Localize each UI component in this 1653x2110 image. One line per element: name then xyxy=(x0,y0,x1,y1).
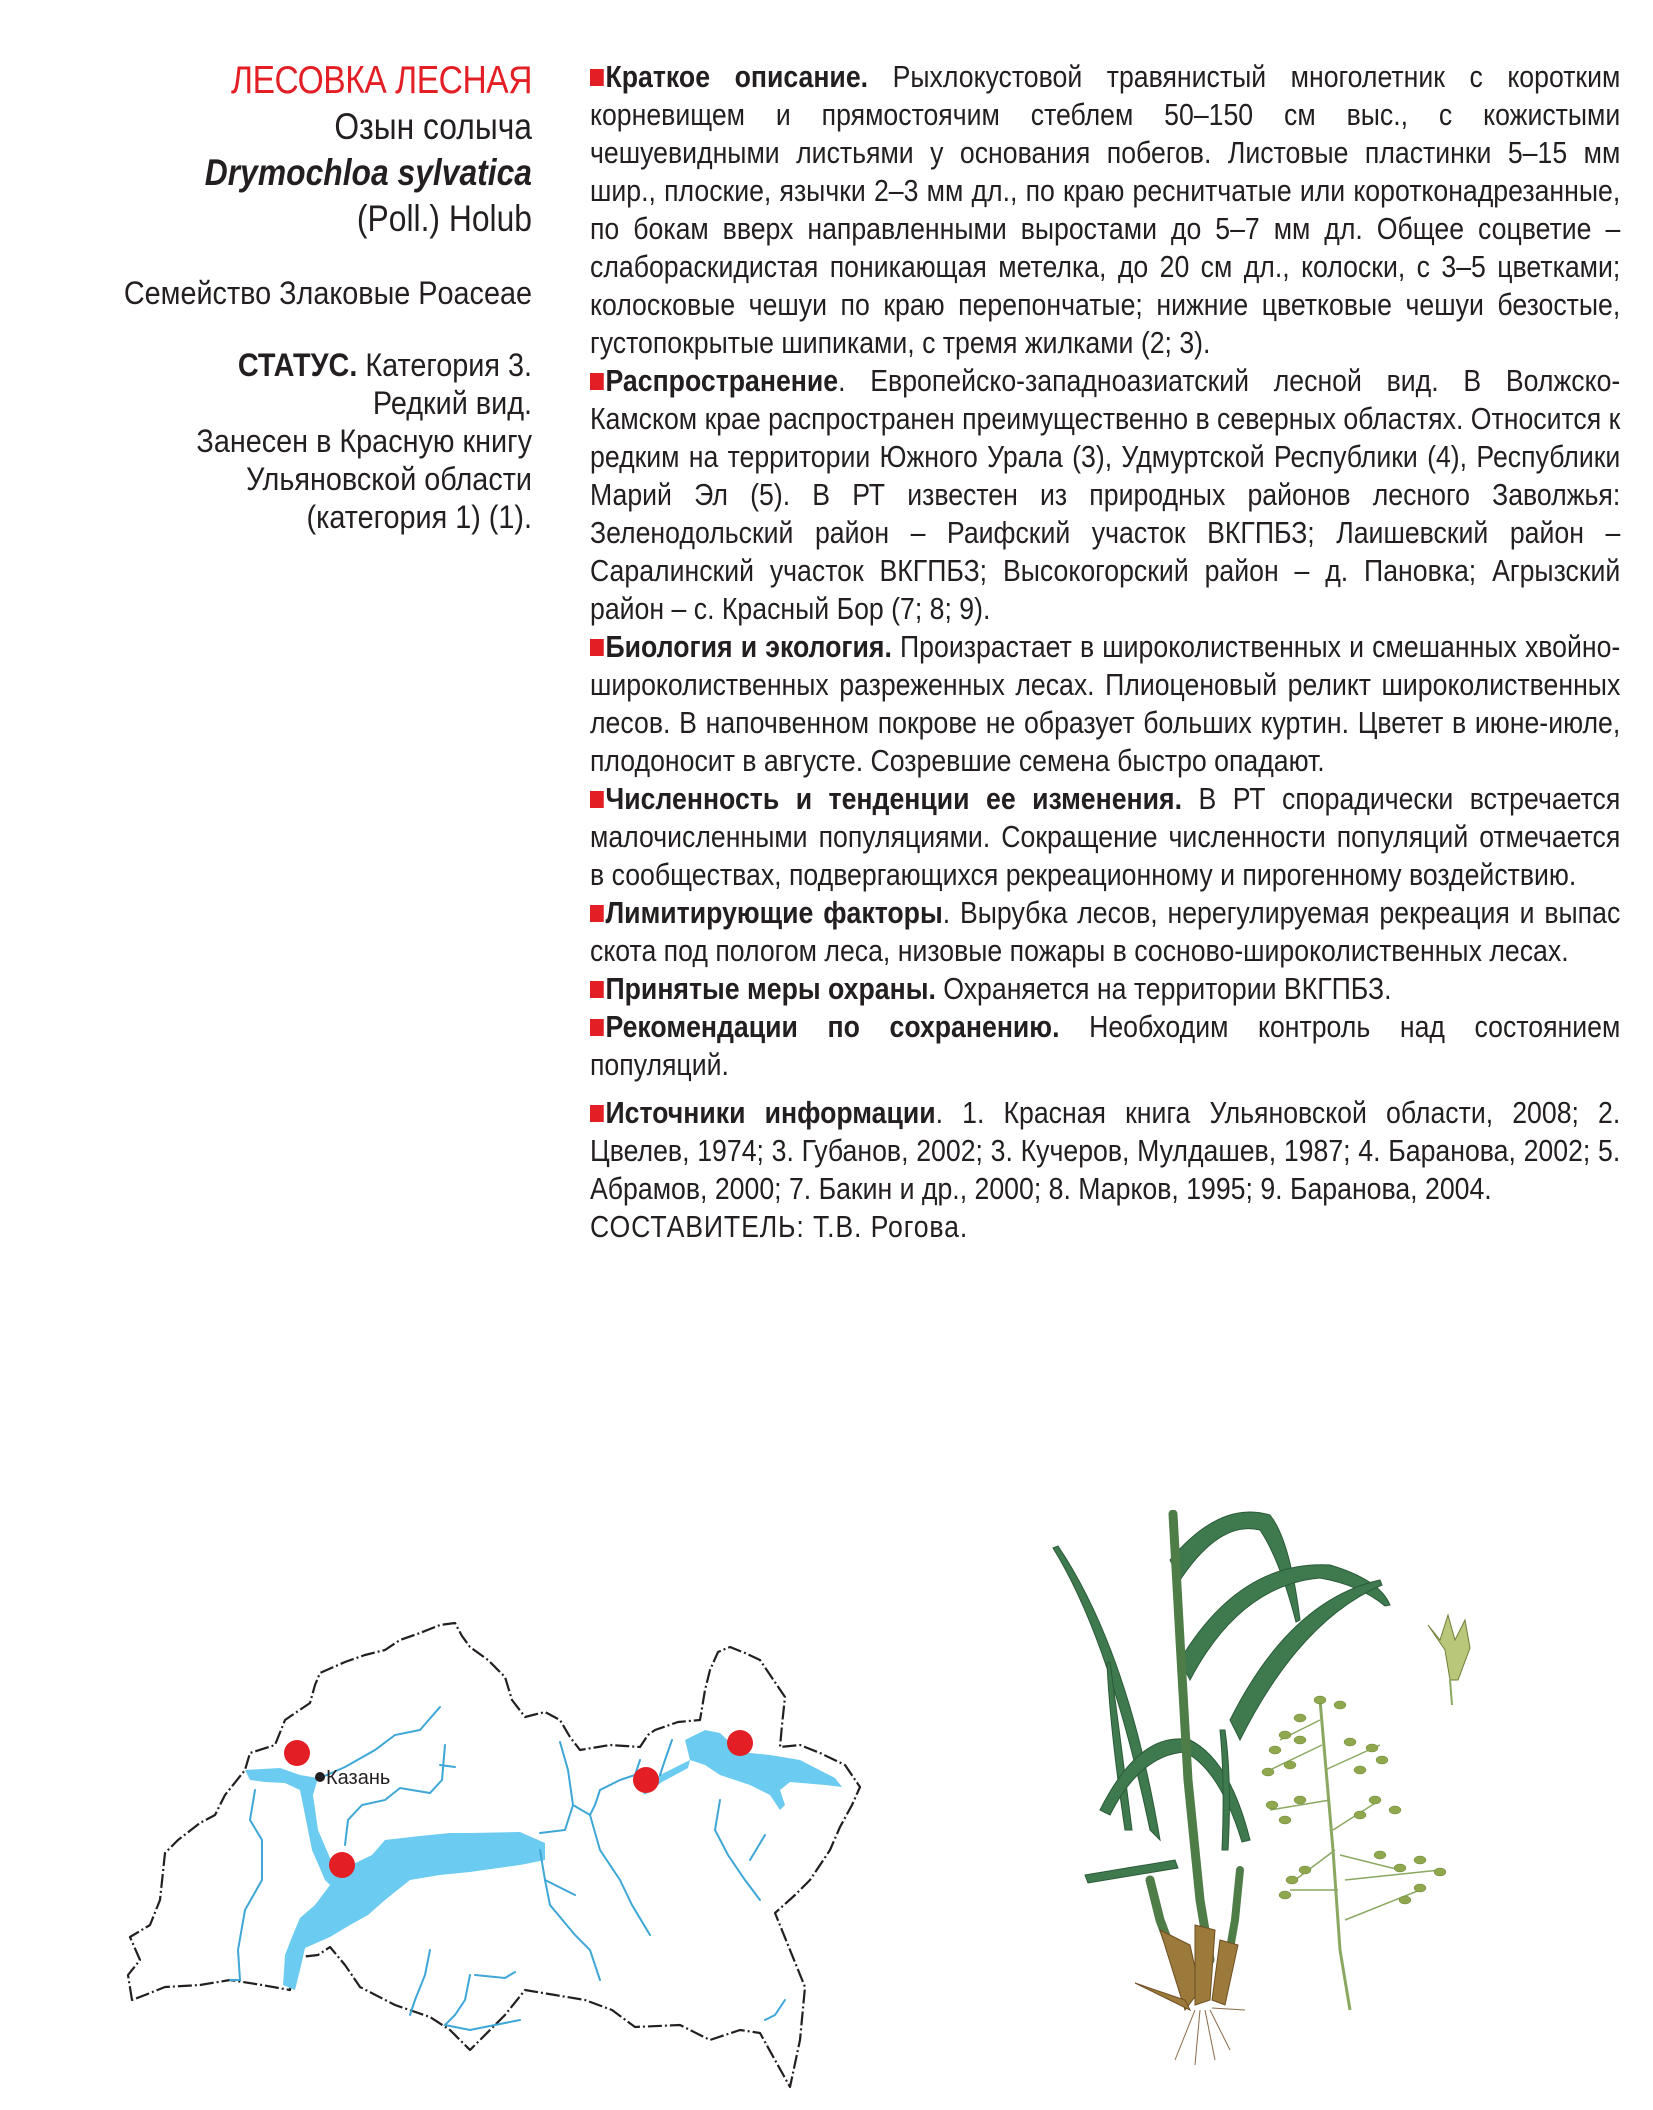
species-author: (Poll.) Holub xyxy=(356,198,532,239)
section-marker-icon xyxy=(590,1105,604,1122)
section-marker-icon xyxy=(590,639,604,656)
section-marker-icon xyxy=(590,981,604,998)
species-name-tatar: Озын солыча xyxy=(334,106,532,147)
compiler-credit: СОСТАВИТЕЛЬ: Т.В. Рогова. xyxy=(590,1209,969,1244)
status-label: СТАТУС. xyxy=(237,347,358,383)
panicle xyxy=(1262,1696,1446,2010)
species-name-russian: ЛЕСОВКА ЛЕСНАЯ xyxy=(231,59,532,102)
section-text: Необходим контроль над состоянием популяций. xyxy=(590,1009,1621,1082)
section-population xyxy=(590,780,1620,894)
section-text: . Европейско-западноазиатский лесной вид. В Волжско-Камском крае распространен преимущественно в северных областях. Относится к редким на территории Южного Урала (3), Удмуртской Республики (4), Республики Марий Эл (5). В РТ известен из природных районов лесного Заволжья: Зеленодольский район – Раифский участок ВКГПБЗ; Лаишевский район – Саралинский участок ВКГПБЗ; Высокогорский район – д. Пановка; Агрызский район – с. Красный Бор (7; 8; 9). xyxy=(590,363,1621,626)
grass-stems xyxy=(1150,1514,1240,1960)
rhizome xyxy=(1135,1925,1238,2010)
distribution-map xyxy=(110,1610,910,2110)
section-heading: Численность и тенденции ее изменения. xyxy=(605,781,1183,816)
status-line-2: Редкий вид. xyxy=(372,385,532,421)
species-header xyxy=(40,58,532,536)
species-description xyxy=(590,58,1620,1246)
spikelet-detail xyxy=(1428,1615,1470,1705)
city-kazan xyxy=(315,1767,390,1789)
status-line-3: Занесен в Красную книгу xyxy=(196,423,532,459)
status-line-5: (категория 1) (1). xyxy=(306,499,532,535)
species-family: Семейство Злаковые Poaceae xyxy=(123,275,532,311)
status-line-1 xyxy=(89,346,532,384)
occurrence-point-vysokaya-gora xyxy=(633,1767,659,1793)
section-text: Произрастает в широколиственных и смешанных хвойно-широколиственных разреженных лесах. Плиоценовый реликт широколиственных лесов. В напочвенном покрове не образует больших куртин. Цветет в июне-июле, плодоносит в августе. Созревшие семена быстро опадают. xyxy=(590,629,1621,778)
grass-leaves xyxy=(1053,1512,1390,1883)
section-distribution xyxy=(590,362,1620,628)
roots xyxy=(1175,2008,1245,2065)
city-label: Казань xyxy=(326,1767,391,1789)
section-heading: Источники информации xyxy=(605,1095,936,1130)
section-text: . Вырубка лесов, нерегулируемая рекреация и выпас скота под пологом леса, низовые пожары в сосново-широколиственных лесах. xyxy=(590,895,1621,968)
section-heading: Лимитирующие факторы xyxy=(605,895,943,930)
section-text: . 1. Красная книга Ульяновской области, 2008; 2. Цвелев, 1974; 3. Губанов, 2002; 3. Кучеров, Мулдашев, 1987; 4. Баранова, 2002; 5. Абрамов, 2000; 7. Бакин и др., 2000; 8. Марков, 1995; 9. Баранова, 2004. xyxy=(590,1095,1621,1206)
section-text: В РТ спорадически встречается малочисленными популяциями. Сокращение численности популяций отмечается в сообществах, подвергающихся рекреационному и пирогенному воздействию. xyxy=(590,781,1621,892)
section-heading: Краткое описание. xyxy=(605,59,869,94)
section-description xyxy=(590,58,1620,362)
nizhnekamsk-reservoir xyxy=(685,1730,842,1810)
occurrence-point-agryz xyxy=(727,1730,753,1756)
section-heading: Биология и экология. xyxy=(605,629,892,664)
city-marker-icon xyxy=(315,1772,325,1782)
section-text: Охраняется на территории ВКГПБЗ. xyxy=(935,971,1392,1006)
status-line-4: Ульяновской области xyxy=(246,461,533,497)
section-heading: Принятые меры охраны. xyxy=(605,971,936,1006)
kuybyshev-reservoir xyxy=(245,1768,545,1990)
section-marker-icon xyxy=(590,905,604,922)
section-marker-icon xyxy=(590,1019,604,1036)
section-marker-icon xyxy=(590,791,604,808)
plant-illustration xyxy=(1030,1510,1530,2100)
section-marker-icon xyxy=(590,373,604,390)
status-block xyxy=(40,346,532,536)
section-heading: Распространение xyxy=(605,363,839,398)
section-sources xyxy=(590,1094,1620,1208)
section-biology xyxy=(590,628,1620,780)
section-limiting-factors xyxy=(590,894,1620,970)
section-marker-icon xyxy=(590,69,604,86)
section-heading: Рекомендации по сохранению. xyxy=(605,1009,1060,1044)
section-text: Рыхлокустовой травянистый многолетник с коротким корневищем и прямостоячим стеблем 50–150 см выс., с кожистыми чешуевидными листьями у основания побегов. Листовые пластинки 5–15 мм шир., плоские, язычки 2–3 мм дл., по краю реснитчатые или коротконадрезанные, по бокам вверх направленными выростами до 5–7 мм дл. Общее соцветие – слабораскидистая поникающая метелка, до 20 см дл., колоски, с 3–5 цветками; колосковые чешуи по краю перепончатые; нижние цветковые чешуи безостые, густопокрытые шипиками, с тремя жилками (2; 3). xyxy=(590,59,1621,360)
occurrence-point-raifa xyxy=(284,1740,310,1766)
section-protection xyxy=(590,970,1620,1008)
species-name-latin: Drymochloa sylvatica xyxy=(204,152,532,193)
status-category: Категория 3. xyxy=(365,347,532,383)
occurrence-point-saralinsky xyxy=(329,1852,355,1878)
section-recommendations xyxy=(590,1008,1620,1084)
